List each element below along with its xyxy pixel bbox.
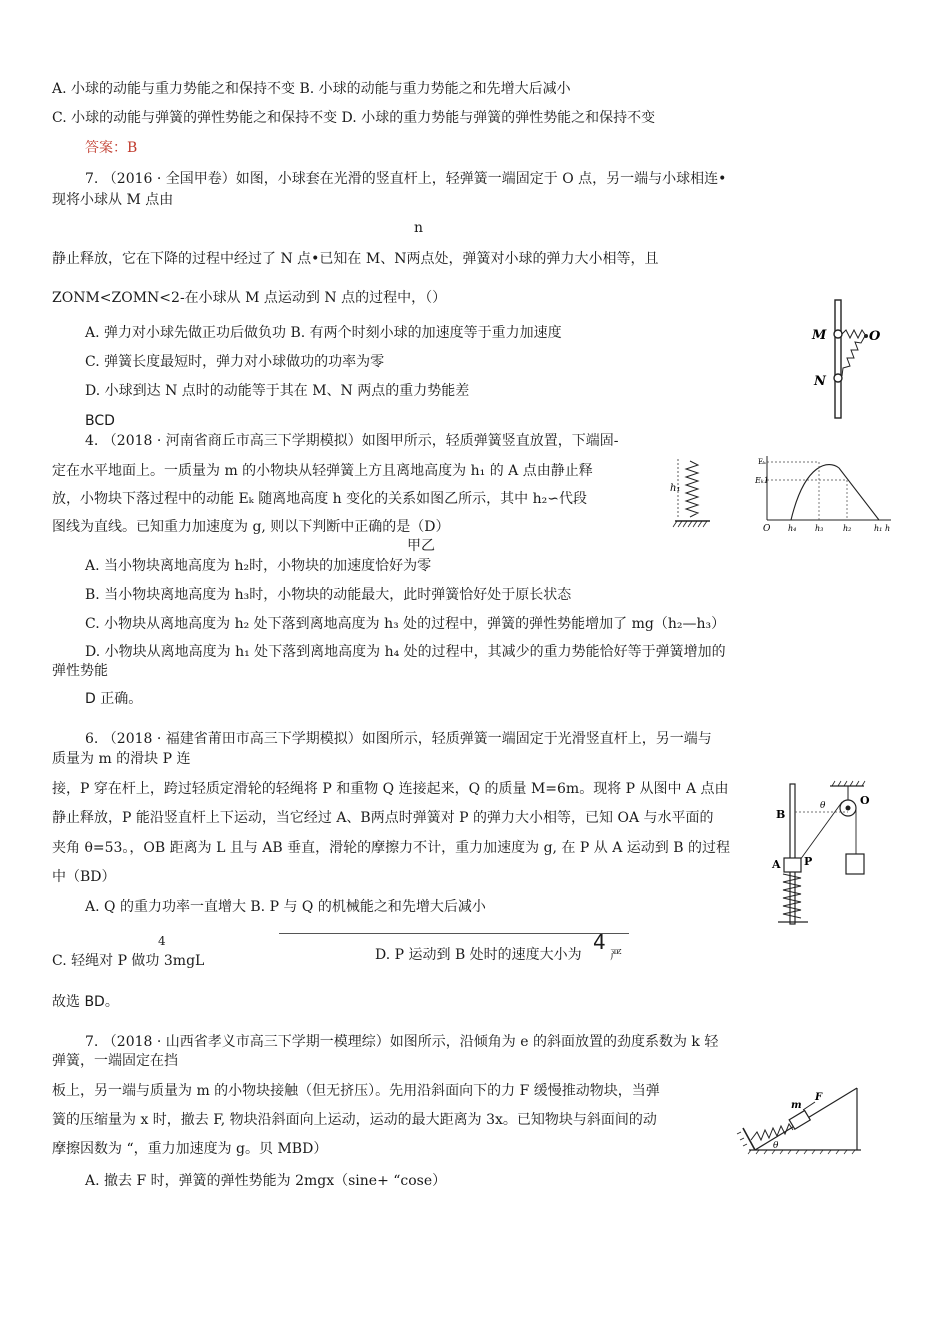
label-origin: O	[763, 524, 771, 534]
option-line: C. 弹簧长度最短时，弹力对小球做功的功率为零	[85, 354, 385, 370]
pulley-axle	[846, 806, 851, 811]
question-text: 摩擦因数为 “，重力加速度为 g。贝 MBD）	[52, 1141, 328, 1157]
question-text: ZONM<ZOMN<2-在小球从 M 点运动到 N 点的过程中，（）	[52, 290, 447, 306]
force-f-arrow	[803, 1102, 815, 1110]
label-h1: h₁	[670, 483, 681, 494]
ball-n	[834, 374, 842, 382]
stop-plate	[743, 1128, 755, 1150]
label-h: h	[885, 524, 891, 533]
stray-text: n	[414, 220, 424, 236]
label-h1: h₁	[874, 524, 883, 533]
pulley-figure	[768, 778, 880, 928]
rod-spring-figure	[805, 298, 885, 422]
label-o: O	[869, 329, 881, 344]
ek-h-graph	[755, 452, 895, 534]
question-text: 接，P 穿在杆上，跨过轻质定滑轮的轻绳将 P 和重物 Q 连接起来，Q 的质量 M=6m。现将 P 从图中 A 点由	[52, 781, 729, 797]
vertical-rod	[835, 300, 841, 418]
question-text: 质量为 m 的滑块 P 连	[52, 751, 191, 767]
question-text: 7. （2016 · 全国甲卷）如图，小球套在光滑的竖直杆上，轻弹簧一端固定于 O 点，另一端与小球相连•	[85, 171, 727, 187]
label-h4: h₄	[788, 524, 797, 533]
question-text: 中（BD）	[52, 869, 116, 885]
question-text: 4. （2018 · 河南省商丘市高三下学期模拟）如图甲所示，轻质弹簧竖直放置，下端固-	[85, 433, 619, 449]
label-a: A	[772, 858, 781, 871]
spring-lower	[842, 336, 865, 376]
answer-label: 答案：B	[85, 140, 138, 156]
label-b: B	[776, 808, 786, 821]
question-text: 静止释放，P 能沿竖直杆上下运动，当它经过 A、B两点时弹簧对 P 的弹力大小相等，已知 OA 与水平面的	[52, 810, 714, 826]
label-m: M	[812, 328, 827, 343]
option-line: C. 轻绳对 P 做功 3mgL	[52, 953, 205, 969]
question-text: 6. （2018 · 福建省莆田市高三下学期模拟）如图所示，轻质弹簧一端固定于光滑竖直杆上，另一端与	[85, 731, 712, 747]
label-m: m	[791, 1100, 802, 1111]
option-line: C. 小球的动能与弹簧的弹性势能之和保持不变 D. 小球的重力势能与弹簧的弹性势能之和保持不变	[52, 110, 656, 126]
pivot-o	[864, 334, 868, 338]
label-h2: h₂	[843, 524, 852, 533]
option-line: B. 当小物块离地高度为 h₃时，小物块的动能最大，此时弹簧恰好处于原长状态	[85, 587, 572, 603]
label-theta: θ	[773, 1141, 779, 1151]
answer-text: BCD	[85, 413, 115, 429]
ball-m	[834, 330, 842, 338]
ek-curve	[791, 465, 879, 520]
option-line: A. 撤去 F 时，弹簧的弹性势能为 2mgx（sinе+ “cosе）	[85, 1173, 447, 1189]
option-line: A. 当小物块离地高度为 h₂时，小物块的加速度恰好为零	[85, 558, 432, 574]
label-h3: h₃	[815, 524, 824, 533]
label-ek1: Eₖ1	[755, 476, 769, 485]
label-ek-peak: Eₖ	[758, 458, 766, 466]
block-p	[784, 858, 801, 872]
spring-stand-figure	[660, 455, 715, 535]
question-text: 夹角 θ=53。，OB 距离为 L 且与 AB 垂直，滑轮的摩擦力不计，重力加速度为 g, 在 P 从 A 运动到 B 的过程	[52, 840, 730, 856]
option-line: D. P 运动到 B 处时的速度大小为	[375, 947, 582, 963]
option-line: D. 小物块从离地高度为 h₁ 处下落到离地高度为 h₄ 处的过程中，其减少的重力势能恰好等于弹簧增加的	[85, 644, 726, 660]
label-theta: θ	[820, 801, 826, 811]
option-line: 弹性势能	[52, 663, 108, 679]
option-line: D. 小球到达 N 点时的动能等于其在 M、N 两点的重力势能差	[85, 383, 470, 399]
question-text: 放，小物块下落过程中的动能 Eₖ 随离地高度 h 变化的关系如图乙所示，其中 h₂∽代段	[52, 491, 587, 507]
incline-figure	[735, 1080, 870, 1156]
figure-caption: 甲乙	[407, 538, 435, 554]
question-text: 静止释放，它在下降的过程中经过了 N 点•已知在 M、N两点处，弹簧对小球的弹力大小相等，且	[52, 251, 659, 267]
question-text: 簧的压缩量为 x 时，撤去 F, 物块沿斜面向上运动，运动的最大距离为 3x。已知物块与斜面间的动	[52, 1112, 657, 1128]
option-line: A. 弹力对小球先做正功后做负功 B. 有两个时刻小球的加速度等于重力加速度	[85, 325, 562, 341]
label-p: P	[804, 855, 813, 868]
formula-part: 4	[593, 930, 606, 954]
answer-text: D 正确。	[85, 691, 143, 707]
option-line: C. 小物块从离地高度为 h₂ 处下落到离地高度为 h₃ 处的过程中，弹簧的弹性势能增加了 mg（h₂—h₃）	[85, 616, 726, 632]
fraction-bar	[279, 933, 629, 934]
ground-hatch	[673, 521, 707, 527]
question-text: 定在水平地面上。一质量为 m 的小物块从轻弹簧上方且离地高度为 h₁ 的 A 点由静止释	[52, 463, 593, 479]
spring	[751, 1124, 793, 1140]
question-text: 弹簧，一端固定在挡	[52, 1053, 178, 1069]
ceiling-hatch	[832, 781, 865, 786]
spring-upper	[842, 330, 866, 338]
vertical-spring	[686, 461, 698, 517]
question-text: 图线为直线。已知重力加速度为 g, 则以下判断中正确的是（D）	[52, 519, 450, 535]
label-o: O	[860, 794, 870, 807]
block-m	[789, 1111, 810, 1130]
answer-text: 故选 BD。	[52, 994, 119, 1010]
fraction-numerator: 4	[158, 934, 166, 948]
weight-q	[846, 854, 864, 874]
option-line: A. Q 的重力功率一直增大 B. P 与 Q 的机械能之和先增大后减小	[85, 899, 486, 915]
question-text: 现将小球从 M 点由	[52, 192, 174, 208]
question-text: 7. （2018 · 山西省孝义市高三下学期一模理综）如图所示，沿倾角为 e 的斜面放置的劲度系数为 k 轻	[85, 1034, 719, 1050]
formula-part: 严	[610, 948, 623, 962]
question-text: 板上，另一端与质量为 m 的小物块接触（但无挤压）。先用沿斜面向下的力 F 缓慢推动物块，当弹	[52, 1083, 660, 1099]
label-f: F	[815, 1092, 823, 1103]
option-line: A. 小球的动能与重力势能之和保持不变 B. 小球的动能与重力势能之和先增大后减小	[52, 81, 571, 97]
label-n: N	[814, 374, 826, 389]
